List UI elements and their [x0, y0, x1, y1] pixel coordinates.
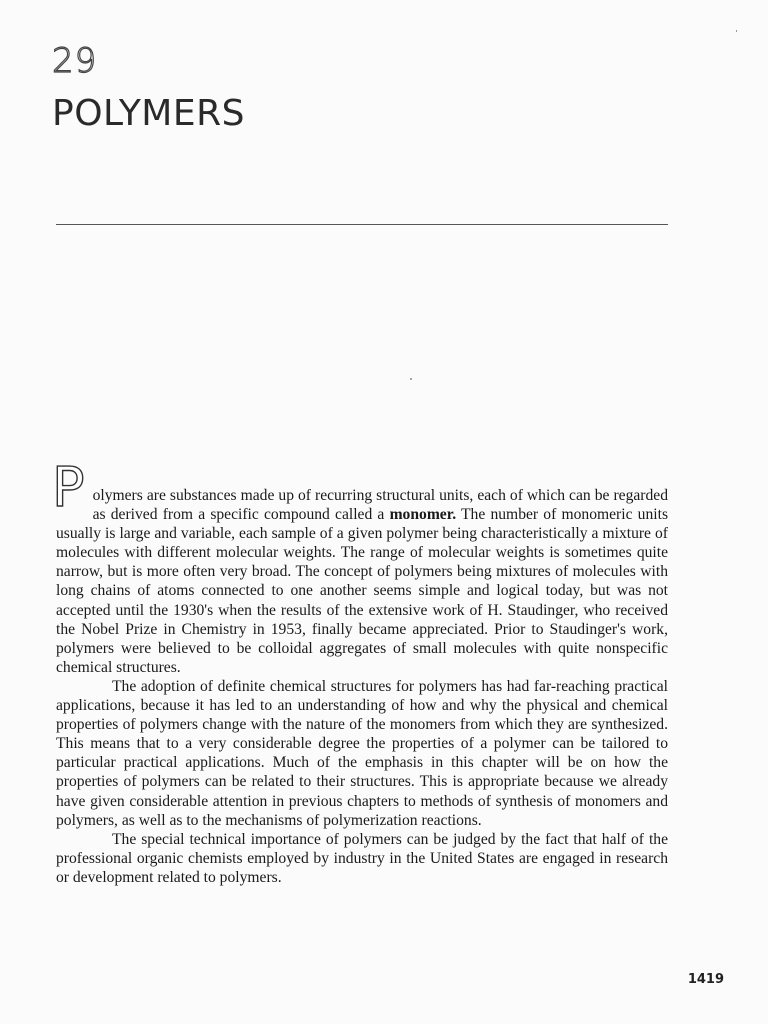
- chapter-number: 29: [52, 41, 98, 81]
- page-number: 1419: [687, 972, 724, 987]
- paragraph-intro: [52, 456, 669, 677]
- key-term-monomer: monomer.: [389, 506, 457, 524]
- paragraph-text: olymers are substances made up of recurring structural units, each of which can be regarded as derived from a specific compound called a: [92, 487, 668, 524]
- drop-cap: P: [52, 456, 85, 519]
- paragraph-text: The number of monomeric units usually is large and variable, each sample of a given polymer being characteristically a mixture of molecules with different molecular weights. The range of molecular weights is sometimes quite narrow, but is more often very broad. The concept of polymers being mixtures of molecules with long chains of atoms connected to one another seems simple and logical today, but was not accepted until the 1930's when the results of the extensive work of H. Staudinger, who received the Nobel Prize in Chemistry in 1953, finally became appreciated. Prior to Staudinger's work, polymers were believed to be colloidal aggregates of small molecules with quite nonspecific chemical structures.: [56, 506, 669, 676]
- scan-speck: [736, 30, 737, 32]
- title-divider: [56, 224, 668, 225]
- scan-speck: [410, 378, 412, 380]
- paragraph-importance: The special technical importance of polymers can be judged by the fact that half of the professional organic chemists employed by industry in the United States are engaged in research or development related to polymers.: [56, 830, 668, 886]
- chapter-title: POLYMERS: [52, 93, 245, 134]
- chapter-body: [52, 456, 669, 887]
- paragraph-applications: The adoption of definite chemical structures for polymers has had far-reaching practical applications, because it has led to an understanding of how and why the physical and chemical properties of polymers change with the nature of the monomers from which they are synthesized. This means that to a very considerable degree the properties of a polymer can be tailored to particular practical applications. Much of the emphasis in this chapter will be on how the properties of polymers can be related to their structures. This is appropriate because we already have given considerable attention in previous chapters to methods of synthesis of monomers and polymers, as well as to the mechanisms of polymerization reactions.: [56, 677, 668, 829]
